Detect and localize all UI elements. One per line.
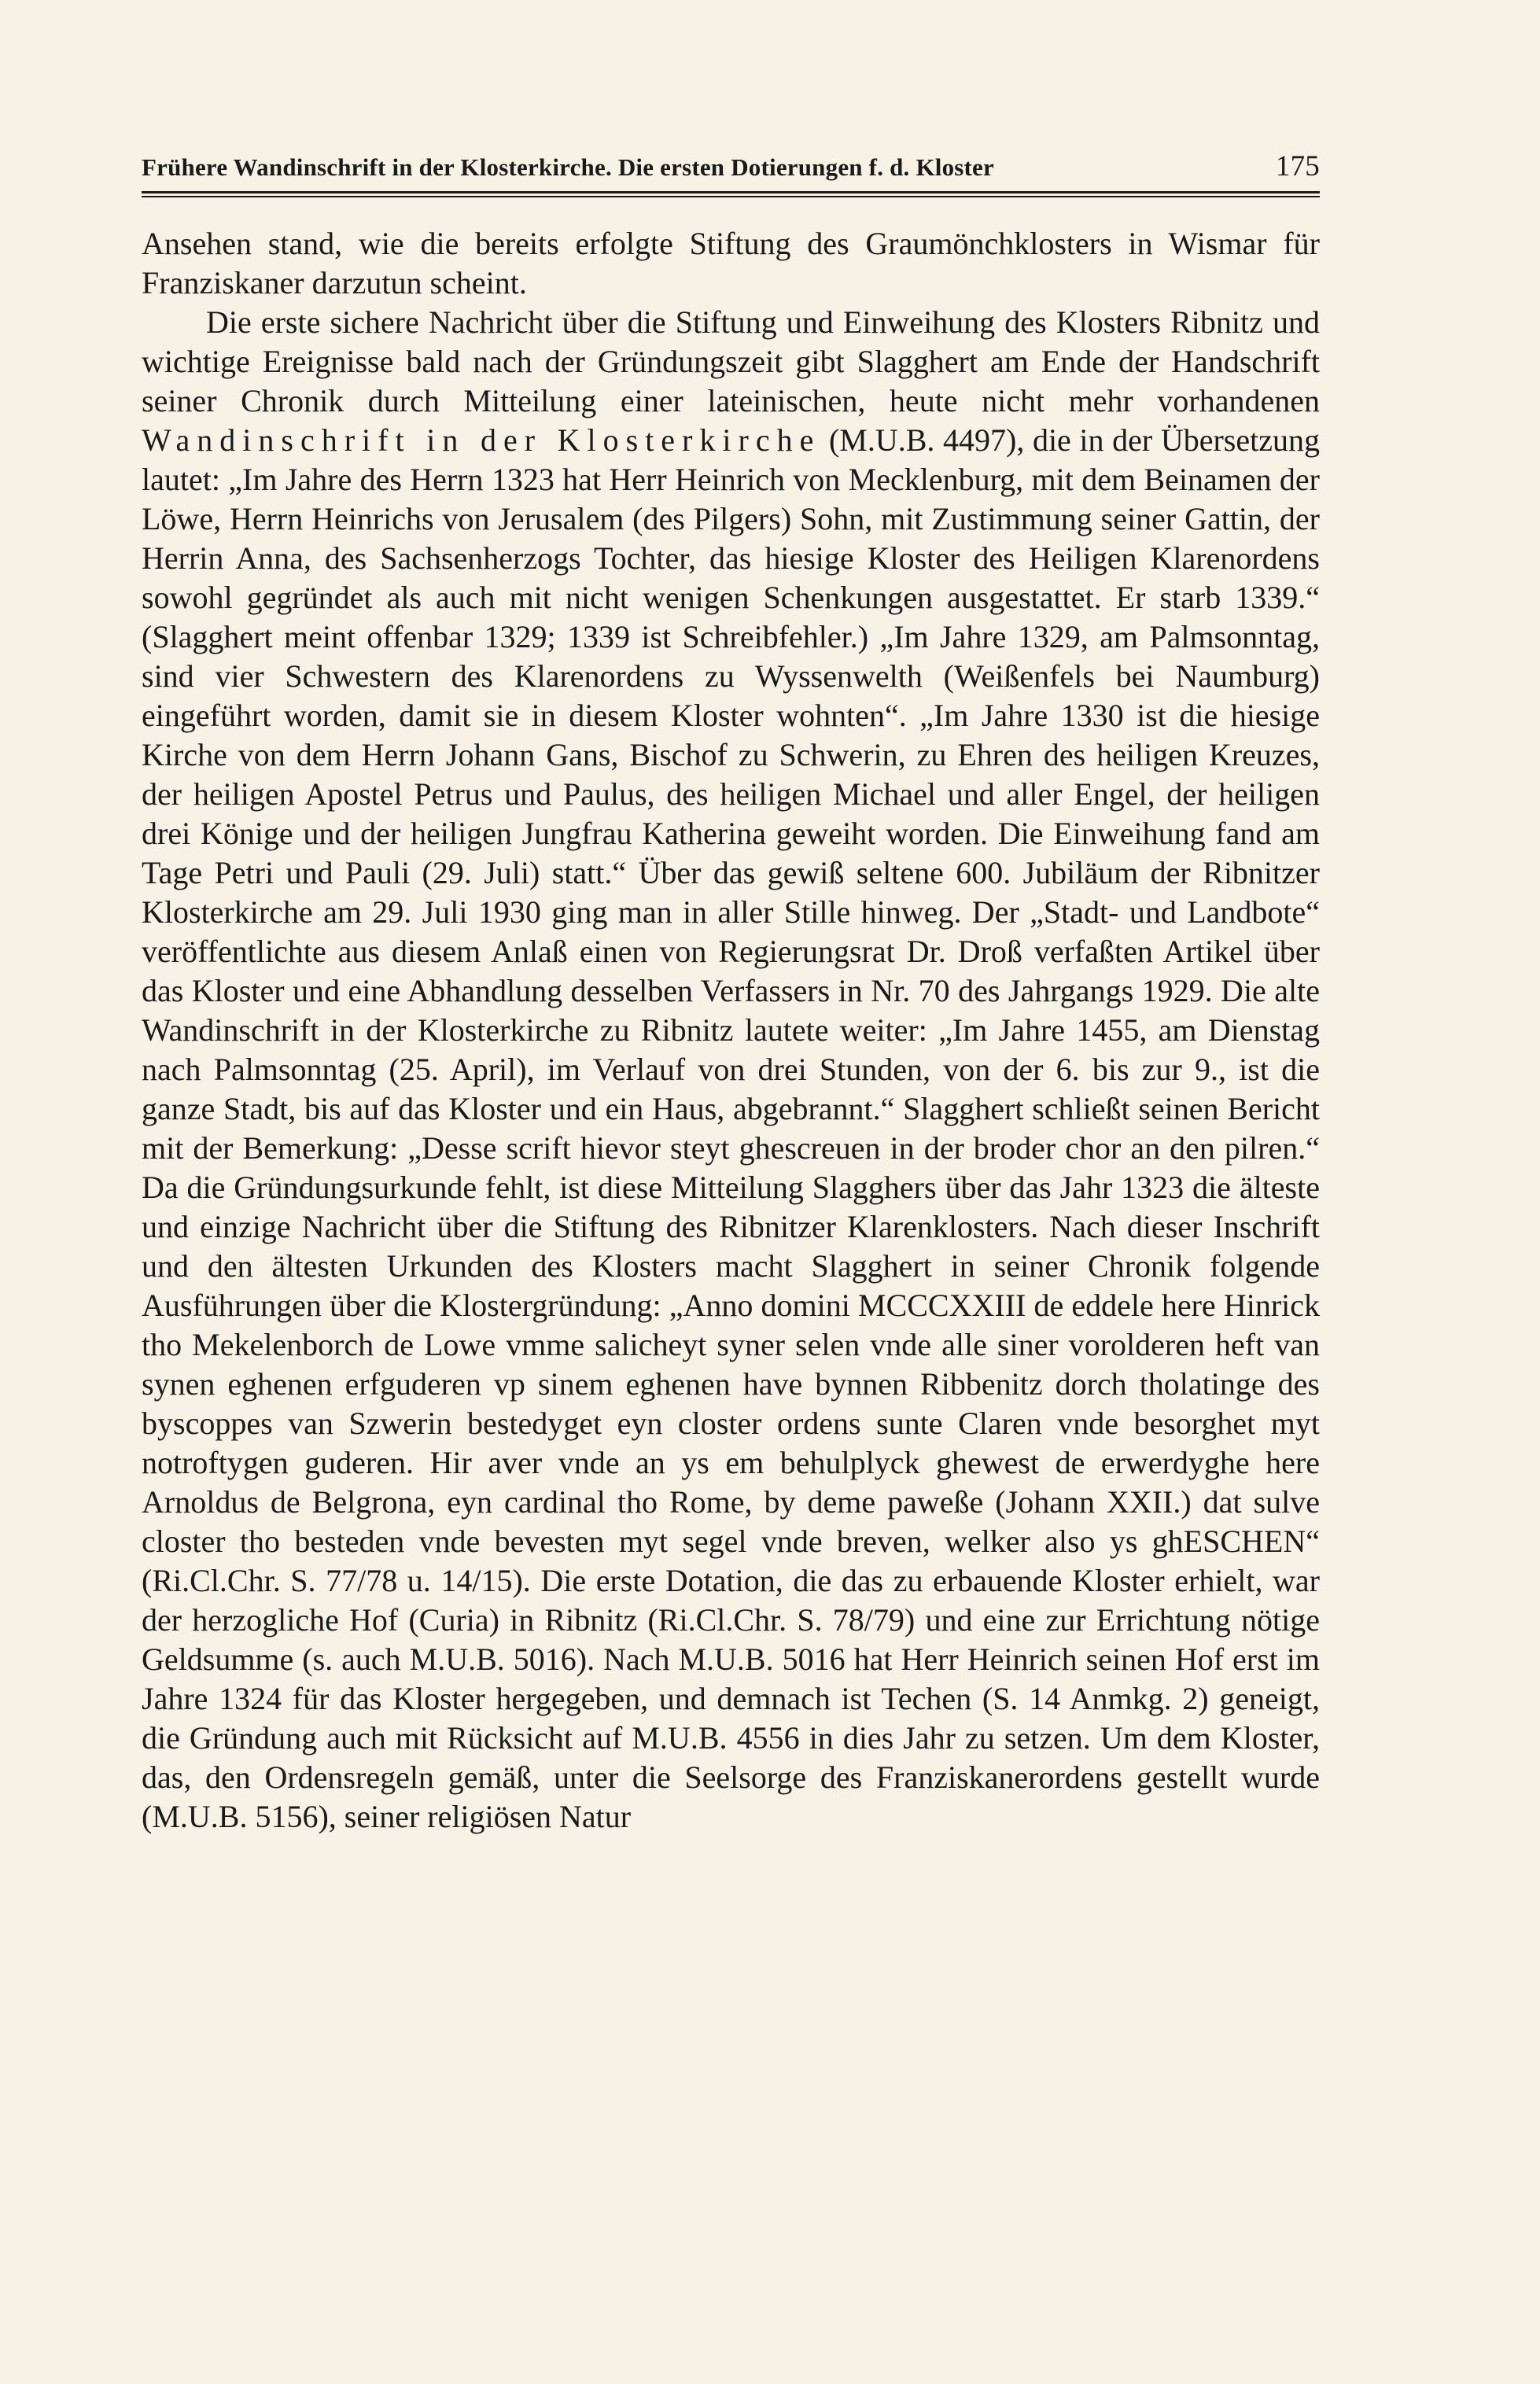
running-head	[142, 149, 1320, 191]
page-number: 175	[1275, 150, 1320, 182]
header-rule	[142, 191, 1320, 193]
paragraph-2-part-a: Die erste sichere Nachricht über die Stiftung und Einweihung des Klosters Ribnitz und wichtige Ereignisse bald nach der Gründungszeit gibt Slagghert am Ende der Handschrift seiner Chronik durch Mitteilung einer lateinischen, heute nicht mehr vorhandenen	[142, 304, 1320, 418]
spaced-emphasis: Wandinschrift in der Klosterkirche	[142, 422, 821, 458]
paragraph-2-part-b: (M.U.B. 4497), die in der Übersetzung lautet: „Im Jahre des Herrn 1323 hat Herr Heinrich von Mecklenburg, mit dem Beinamen der Löwe, Herrn Heinrichs von Jerusalem (des Pilgers) Sohn, mit Zustimmung seiner Gattin, der Herrin Anna, des Sachsenherzogs Tochter, das hiesige Kloster des Heiligen Klarenordens sowohl gegründet als auch mit nicht wenigen Schenkungen ausgestattet. Er starb 1339.“ (Slagghert meint offenbar 1329; 1339 ist Schreibfehler.) „Im Jahre 1329, am Palmsonntag, sind vier Schwestern des Klarenordens zu Wyssenwelth (Weißenfels bei Naumburg) eingeführt worden, damit sie in diesem Kloster wohnten“. „Im Jahre 1330 ist die hiesige Kirche von dem Herrn Johann Gans, Bischof zu Schwerin, zu Ehren des heiligen Kreuzes, der heiligen Apostel Petrus und Paulus, des heiligen Michael und aller Engel, der heiligen drei Könige und der heiligen Jungfrau Katherina geweiht worden. Die Einweihung fand am Tage Petri und Pauli (29. Juli) statt.“ Über das gewiß seltene 600. Jubiläum der Ribnitzer Klosterkirche am 29. Juli 1930 ging man in aller Stille hinweg. Der „Stadt- und Landbote“ veröffentlichte aus diesem Anlaß einen von Regierungsrat Dr. Droß verfaßten Artikel über das Kloster und eine Abhandlung desselben Verfassers in Nr. 70 des Jahrgangs 1929. Die alte Wandinschrift in der Klosterkirche zu Ribnitz lautete weiter: „Im Jahre 1455, am Dienstag nach Palmsonntag (25. April), im Verlauf von drei Stunden, von der 6. bis zur 9., ist die ganze Stadt, bis auf das Kloster und ein Haus, abgebrannt.“ Slagghert schließt seinen Bericht mit der Bemerkung: „Desse scrift hievor steyt ghescreuen in der broder chor an den pilren.“ Da die Gründungsurkunde fehlt, ist diese Mitteilung Slagghers über das Jahr 1323 die älteste und einzige Nachricht über die Stiftung des Ribnitzer Klarenklosters. Nach dieser Inschrift und den ältesten Urkunden des Klosters macht Slagghert in seiner Chronik folgende Ausführungen über die Klostergründung: „Anno domini MCCCXXIII de eddele here Hinrick tho Mekelenborch de Lowe vmme salicheyt syner selen vnde alle siner vorolderen heft van synen eghenen erfguderen vp sinem eghenen have bynnen Ribbenitz dorch tholatinge des byscoppes van Szwerin bestedyget eyn closter ordens sunte Claren vnde besorghet myt notroftygen guderen. Hir aver vnde an ys em behulplyck ghewest de erwerdyghe here Arnoldus de Belgrona, eyn cardinal tho Rome, by deme paweße (Johann XXII.) dat sulve closter tho besteden vnde bevesten myt segel vnde breven, welker also ys ghESCHEN“ (Ri.Cl.Chr. S. 77/78 u. 14/15). Die erste Dotation, die das zu erbauende Kloster erhielt, war der herzogliche Hof (Curia) in Ribnitz (Ri.Cl.Chr. S. 78/79) und eine zur Errichtung nötige Geldsumme (s. auch M.U.B. 5016). Nach M.U.B. 5016 hat Herr Heinrich seinen Hof erst im Jahre 1324 für das Kloster hergegeben, und demnach ist Techen (S. 14 Anmkg. 2) geneigt, die Gründung auch mit Rücksicht auf M.U.B. 4556 in dies Jahr zu setzen. Um dem Kloster, das, den Ordensregeln gemäß, unter die Seelsorge des Franziskanerordens gestellt wurde (M.U.B. 5156), seiner religiösen Natur	[142, 422, 1320, 1834]
body-text	[142, 224, 1320, 1837]
document-page	[142, 149, 1320, 1837]
header-rule-double	[142, 196, 1320, 197]
paragraph-2	[142, 303, 1320, 1837]
paragraph-1: Ansehen stand, wie die bereits erfolgte Stiftung des Graumönchklosters in Wismar für Franziskaner darzutun scheint.	[142, 226, 1320, 300]
running-title: Frühere Wandinschrift in der Klosterkirche. Die ersten Dotierungen f. d. Kloster	[142, 153, 994, 181]
